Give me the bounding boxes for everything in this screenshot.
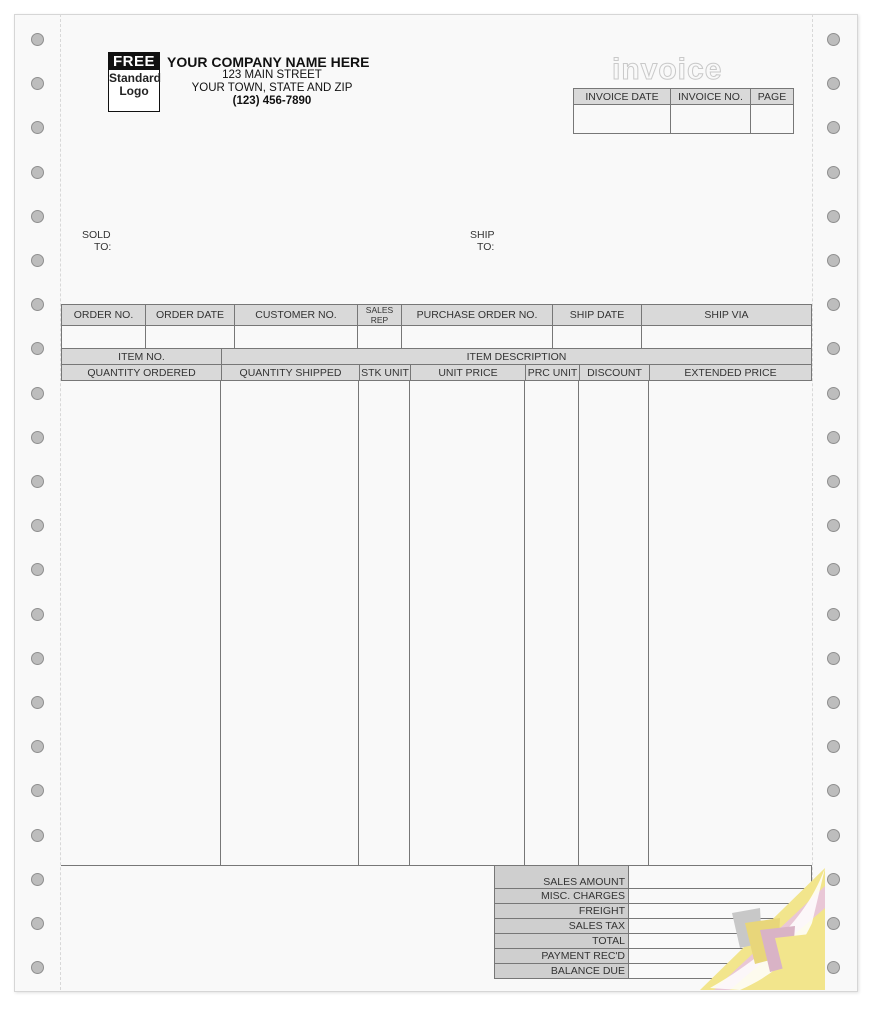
tractor-hole — [31, 387, 44, 400]
company-name: YOUR COMPANY NAME HERE — [167, 54, 370, 70]
freight-label: FREIGHT — [495, 904, 629, 919]
tractor-hole — [31, 608, 44, 621]
tractor-hole — [31, 166, 44, 179]
tractor-hole — [827, 166, 840, 179]
payment-received-label: PAYMENT REC'D — [495, 949, 629, 964]
tractor-hole — [31, 696, 44, 709]
prc-unit-header: PRC UNIT — [526, 365, 580, 381]
invoice-date-header: INVOICE DATE — [574, 89, 671, 105]
ship-date-header: SHIP DATE — [553, 305, 642, 326]
invoice-title: invoice — [612, 53, 723, 86]
tractor-hole — [827, 210, 840, 223]
tractor-hole — [827, 917, 840, 930]
tractor-hole — [31, 210, 44, 223]
sales-tax-label: SALES TAX — [495, 919, 629, 934]
right-perforation — [812, 14, 813, 990]
sold-to-label — [82, 229, 111, 253]
tractor-hole — [827, 33, 840, 46]
company-street: 123 MAIN STREET — [222, 69, 322, 81]
column-divider — [220, 380, 221, 865]
tractor-hole — [31, 33, 44, 46]
purchase-order-no-header: PURCHASE ORDER NO. — [402, 305, 553, 326]
balance-due-label: BALANCE DUE — [495, 964, 629, 979]
quantity-ordered-header: QUANTITY ORDERED — [62, 365, 222, 381]
tractor-hole — [31, 873, 44, 886]
order-no-header: ORDER NO. — [62, 305, 146, 326]
tractor-hole — [827, 696, 840, 709]
company-city: YOUR TOWN, STATE AND ZIP — [191, 82, 353, 94]
logo-standard-text: Standard — [109, 71, 162, 85]
tractor-hole — [31, 431, 44, 444]
column-divider — [358, 380, 359, 865]
total-label: TOTAL — [495, 934, 629, 949]
ship-to-word: TO: — [477, 241, 495, 253]
discount-header: DISCOUNT — [580, 365, 650, 381]
sold-label: SOLD — [82, 229, 111, 241]
left-perforation — [60, 14, 61, 990]
ship-to-label — [470, 229, 495, 253]
logo-logo-text: Logo — [119, 84, 149, 98]
tractor-hole — [827, 873, 840, 886]
invoice-sheet — [14, 14, 858, 992]
line-items-column-headers — [61, 364, 812, 381]
page-field[interactable] — [751, 105, 794, 134]
sold-to-word: TO: — [94, 241, 112, 253]
tractor-hole — [827, 475, 840, 488]
tractor-hole — [31, 652, 44, 665]
invoice-no-header: INVOICE NO. — [671, 89, 751, 105]
order-date-header: ORDER DATE — [146, 305, 235, 326]
tractor-hole — [31, 829, 44, 842]
sales-amount-label: SALES AMOUNT — [495, 866, 629, 889]
invoice-date-field[interactable] — [574, 105, 671, 134]
tractor-hole — [31, 254, 44, 267]
stk-unit-header: STK UNIT — [361, 366, 409, 379]
item-header-table — [61, 348, 812, 365]
extended-price-header: EXTENDED PRICE — [650, 365, 812, 381]
tractor-hole — [827, 431, 840, 444]
column-divider — [648, 380, 649, 865]
quantity-shipped-header: QUANTITY SHIPPED — [222, 365, 360, 381]
tractor-hole — [31, 917, 44, 930]
company-logo — [108, 52, 160, 112]
tractor-hole — [827, 608, 840, 621]
column-divider — [524, 380, 525, 865]
invoice-no-field[interactable] — [671, 105, 751, 134]
logo-free-text: FREE — [109, 53, 159, 70]
misc-charges-label: MISC. CHARGES — [495, 889, 629, 904]
tractor-hole — [31, 475, 44, 488]
column-divider — [578, 380, 579, 865]
item-description-header: ITEM DESCRIPTION — [222, 349, 812, 365]
tractor-hole — [827, 387, 840, 400]
page-curl-copies — [700, 868, 825, 990]
company-phone: (123) 456-7890 — [232, 95, 312, 107]
order-info-table — [61, 304, 812, 354]
invoice-info-table — [573, 88, 794, 134]
ship-label: SHIP — [470, 229, 495, 241]
page-header: PAGE — [751, 89, 794, 105]
tractor-hole — [827, 829, 840, 842]
item-no-header: ITEM NO. — [62, 349, 222, 365]
column-divider — [409, 380, 410, 865]
sales-rep-header: SALES REP — [358, 305, 402, 326]
ship-via-header: SHIP VIA — [642, 305, 812, 326]
customer-no-header: CUSTOMER NO. — [235, 305, 358, 326]
tractor-hole — [827, 652, 840, 665]
unit-price-header: UNIT PRICE — [411, 365, 526, 381]
tractor-hole — [827, 254, 840, 267]
